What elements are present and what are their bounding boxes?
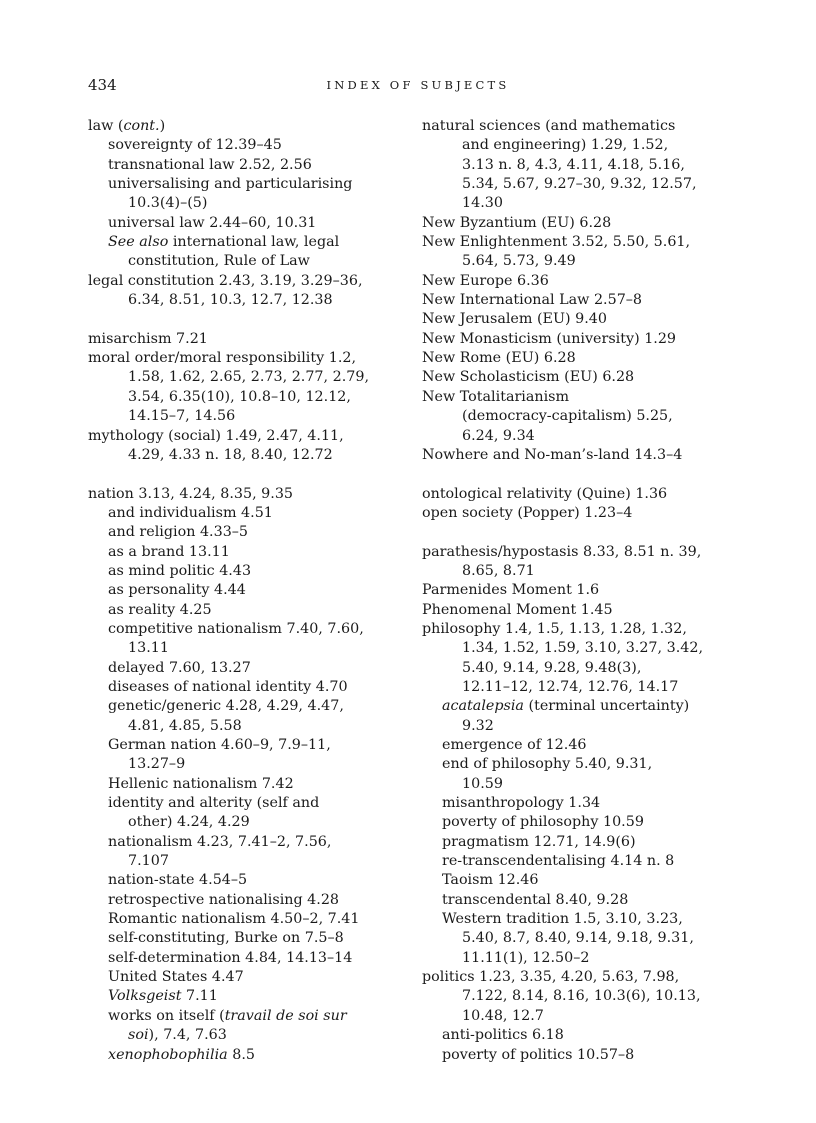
entry-text: New Enlightenment 3.52, 5.50, 5.61, — [422, 234, 691, 251]
index-subentry — [422, 252, 748, 271]
entry-text: end of philosophy 5.40, 9.31, — [442, 756, 653, 773]
entry-text: Hellenic nationalism 7.42 — [108, 775, 294, 792]
index-entry — [422, 504, 748, 523]
entry-text: genetic/generic 4.28, 4.29, 4.47, — [108, 698, 344, 715]
entry-gap — [88, 465, 406, 484]
entry-text: sovereignty of 12.39–45 — [108, 137, 282, 154]
entry-text: 4.81, 4.85, 5.58 — [128, 717, 242, 734]
index-subentry — [88, 852, 406, 871]
entry-text: constitution, Rule of Law — [128, 253, 310, 270]
entry-text: international law, legal — [168, 234, 340, 251]
index-subentry — [422, 175, 748, 194]
entry-text: nationalism 4.23, 7.41–2, 7.56, — [108, 833, 332, 850]
index-subentry — [88, 1046, 406, 1065]
entry-text: 12.11–12, 12.74, 12.76, 14.17 — [462, 678, 679, 695]
entry-text: retrospective nationalising 4.28 — [108, 891, 340, 908]
entry-text: 13.11 — [128, 640, 169, 657]
entry-text: diseases of national identity 4.70 — [108, 678, 348, 695]
entry-text: 4.29, 4.33 n. 18, 8.40, 12.72 — [128, 446, 333, 463]
entry-text: other) 4.24, 4.29 — [128, 814, 250, 831]
entry-text-italic: acatalepsia — [442, 698, 524, 715]
index-entry — [422, 233, 748, 252]
index-subentry — [422, 678, 748, 697]
index-subentry — [422, 794, 748, 813]
index-subentry — [88, 601, 406, 620]
entry-text: ) — [159, 118, 166, 134]
entry-text: and engineering) 1.29, 1.52, — [462, 137, 669, 154]
index-subentry — [88, 717, 406, 736]
index-subentry — [422, 562, 748, 581]
entry-text: 11.11(1), 12.50–2 — [462, 949, 590, 966]
entry-text: legal constitution 2.43, 3.19, 3.29–36, — [88, 272, 363, 289]
index-subentry — [422, 813, 748, 832]
entry-text: New Byzantium (EU) 6.28 — [422, 214, 612, 231]
entry-text: competitive nationalism 7.40, 7.60, — [108, 620, 364, 637]
index-subentry — [88, 1026, 406, 1045]
index-subentry — [88, 949, 406, 968]
index-subentry — [88, 543, 406, 562]
index-subentry — [422, 1026, 748, 1045]
index-subentry — [422, 659, 748, 678]
index-subentry — [422, 407, 748, 426]
entry-text: 10.59 — [462, 775, 503, 792]
index-entry — [422, 388, 748, 407]
index-entry — [422, 291, 748, 310]
entry-text: 10.48, 12.7 — [462, 1007, 544, 1024]
entry-text: 5.40, 8.7, 8.40, 9.14, 9.18, 9.31, — [462, 930, 694, 947]
index-subentry — [88, 233, 406, 252]
entry-text: as personality 4.44 — [108, 582, 246, 599]
index-entry — [422, 620, 748, 639]
entry-text: (terminal uncertainty) — [523, 698, 690, 715]
entry-text: Nowhere and No-man’s-land 14.3–4 — [422, 446, 683, 463]
index-subentry — [88, 697, 406, 716]
entry-text: moral order/moral responsibility 1.2, — [88, 350, 357, 367]
entry-text: 9.32 — [462, 717, 494, 734]
index-subentry — [88, 987, 406, 1006]
entry-text: anti-politics 6.18 — [442, 1027, 564, 1044]
index-entry — [422, 330, 748, 349]
entry-text: self-constituting, Burke on 7.5–8 — [108, 930, 344, 947]
entry-text: 14.30 — [462, 195, 503, 212]
entry-text: 8.5 — [227, 1046, 255, 1063]
index-subentry — [88, 156, 406, 175]
running-head: INDEX OF SUBJECTS — [326, 78, 510, 92]
entry-text: 5.64, 5.73, 9.49 — [462, 253, 576, 270]
entry-text-italic: xenophobophilia — [108, 1046, 228, 1063]
page-number: 434 — [88, 76, 117, 94]
index-entry — [422, 310, 748, 329]
index-subentry — [88, 910, 406, 929]
entry-text: ), 7.4, 7.63 — [148, 1027, 227, 1044]
index-subentry — [88, 968, 406, 987]
entry-text: New International Law 2.57–8 — [422, 292, 643, 309]
entry-text: Western tradition 1.5, 3.10, 3.23, — [442, 911, 683, 928]
index-subentry — [422, 910, 748, 929]
entry-text: New Totalitarianism — [422, 388, 570, 405]
entry-gap — [88, 310, 406, 329]
entry-text-italic: Volksgeist — [108, 988, 182, 1005]
index-subentry — [88, 252, 406, 271]
entry-text-italic: soi — [128, 1027, 149, 1044]
index-subentry — [422, 1046, 748, 1065]
index-subentry — [88, 562, 406, 581]
entry-text: New Rome (EU) 6.28 — [422, 350, 576, 367]
entry-text: Phenomenal Moment 1.45 — [422, 601, 613, 618]
index-subentry — [88, 175, 406, 194]
index-subentry — [88, 813, 406, 832]
entry-text: United States 4.47 — [108, 969, 244, 986]
entry-text: law ( — [88, 118, 124, 134]
index-subentry — [422, 891, 748, 910]
entry-text: pragmatism 12.71, 14.9(6) — [442, 833, 636, 850]
entry-text: and religion 4.33–5 — [108, 524, 249, 541]
index-subentry — [88, 446, 406, 465]
entry-gap — [422, 523, 748, 542]
index-subentry — [88, 639, 406, 658]
index-subentry — [88, 871, 406, 890]
index-entry — [88, 349, 406, 368]
entry-text: Romantic nationalism 4.50–2, 7.41 — [108, 911, 360, 928]
index-subentry — [88, 775, 406, 794]
index-subentry — [88, 523, 406, 542]
index-entry — [88, 427, 406, 446]
entry-text: natural sciences (and mathematics — [422, 118, 676, 134]
entry-text: works on itself ( — [108, 1007, 225, 1024]
entry-text: 3.13 n. 8, 4.3, 4.11, 4.18, 5.16, — [462, 156, 685, 173]
index-subentry — [88, 929, 406, 948]
entry-gap — [422, 465, 748, 484]
index-subentry — [422, 1007, 748, 1026]
entry-text: ontological relativity (Quine) 1.36 — [422, 485, 668, 502]
entry-text: 6.24, 9.34 — [462, 427, 535, 444]
index-subentry — [422, 871, 748, 890]
index-subentry — [88, 136, 406, 155]
entry-text: 5.40, 9.14, 9.28, 9.48(3), — [462, 659, 642, 676]
index-entry — [422, 543, 748, 562]
entry-text: poverty of politics 10.57–8 — [442, 1046, 635, 1063]
index-entry — [422, 349, 748, 368]
index-entry — [422, 485, 748, 504]
index-subentry — [88, 1007, 406, 1026]
index-entry — [422, 272, 748, 291]
entry-text: parathesis/hypostasis 8.33, 8.51 n. 39, — [422, 543, 702, 560]
entry-text: misanthropology 1.34 — [442, 795, 601, 812]
entry-text: 8.65, 8.71 — [462, 562, 535, 579]
index-subentry — [422, 427, 748, 446]
index-subentry — [88, 388, 406, 407]
entry-text: open society (Popper) 1.23–4 — [422, 504, 633, 521]
entry-text: poverty of philosophy 10.59 — [442, 814, 644, 831]
index-subentry — [422, 775, 748, 794]
index-subentry — [88, 736, 406, 755]
entry-text: 10.3(4)–(5) — [128, 195, 208, 212]
entry-text: 13.27–9 — [128, 756, 186, 773]
entry-text: New Monasticism (university) 1.29 — [422, 330, 677, 347]
entry-text: New Jerusalem (EU) 9.40 — [422, 311, 608, 328]
index-entry — [88, 330, 406, 349]
entry-text: New Scholasticism (EU) 6.28 — [422, 369, 635, 386]
page-header — [88, 76, 748, 98]
index-subentry — [422, 136, 748, 155]
index-subentry — [422, 736, 748, 755]
entry-text: nation-state 4.54–5 — [108, 872, 248, 889]
entry-text: misarchism 7.21 — [88, 330, 208, 347]
entry-text: re-transcendentalising 4.14 n. 8 — [442, 853, 675, 870]
entry-text: Taoism 12.46 — [442, 872, 539, 889]
index-subentry — [422, 833, 748, 852]
index-column-left — [88, 117, 406, 1065]
index-subentry — [88, 891, 406, 910]
entry-text: as a brand 13.11 — [108, 543, 230, 560]
index-entry — [422, 214, 748, 233]
entry-text: and individualism 4.51 — [108, 504, 273, 521]
index-subentry — [422, 755, 748, 774]
index-subentry — [88, 678, 406, 697]
entry-text: self-determination 4.84, 14.13–14 — [108, 949, 353, 966]
entry-text: transnational law 2.52, 2.56 — [108, 156, 312, 173]
index-subentry — [88, 620, 406, 639]
entry-text: transcendental 8.40, 9.28 — [442, 891, 629, 908]
entry-text: 7.11 — [181, 988, 218, 1005]
entry-text: 3.54, 6.35(10), 10.8–10, 12.12, — [128, 388, 351, 405]
index-entry — [422, 601, 748, 620]
entry-text: politics 1.23, 3.35, 4.20, 5.63, 7.98, — [422, 969, 680, 986]
index-subentry — [422, 852, 748, 871]
index-subentry — [88, 291, 406, 310]
entry-text: universalising and particularising — [108, 176, 353, 193]
entry-text: delayed 7.60, 13.27 — [108, 659, 251, 676]
index-entry — [422, 117, 748, 136]
index-entry — [422, 581, 748, 600]
index-subentry — [422, 949, 748, 968]
index-subentry — [88, 504, 406, 523]
entry-text: as reality 4.25 — [108, 601, 212, 618]
index-entry — [422, 968, 748, 987]
index-entry — [88, 485, 406, 504]
index-subentry — [422, 194, 748, 213]
index-subentry — [88, 755, 406, 774]
entry-text: philosophy 1.4, 1.5, 1.13, 1.28, 1.32, — [422, 620, 687, 637]
index-entry — [422, 368, 748, 387]
entry-text: 14.15–7, 14.56 — [128, 408, 236, 425]
index-subentry — [422, 929, 748, 948]
entry-text: mythology (social) 1.49, 2.47, 4.11, — [88, 427, 344, 444]
index-subentry — [422, 697, 748, 716]
entry-text: 7.107 — [128, 853, 169, 870]
entry-text: German nation 4.60–9, 7.9–11, — [108, 737, 331, 753]
index-subentry — [422, 717, 748, 736]
entry-text: 1.34, 1.52, 1.59, 3.10, 3.27, 3.42, — [462, 640, 703, 657]
entry-text-italic: cont. — [123, 118, 160, 134]
entry-text-italic: See also — [108, 234, 169, 251]
index-entry — [422, 446, 748, 465]
entry-text: as mind politic 4.43 — [108, 562, 252, 579]
entry-text: 5.34, 5.67, 9.27–30, 9.32, 12.57, — [462, 176, 697, 193]
index-subentry — [88, 833, 406, 852]
entry-text-italic: travail de soi sur — [224, 1007, 347, 1024]
entry-text: 1.58, 1.62, 2.65, 2.73, 2.77, 2.79, — [128, 369, 369, 386]
entry-text: New Europe 6.36 — [422, 272, 549, 289]
index-entry — [88, 117, 406, 136]
entry-text: universal law 2.44–60, 10.31 — [108, 214, 317, 231]
entry-text: identity and alterity (self and — [108, 795, 320, 812]
index-subentry — [88, 194, 406, 213]
entry-text: 7.122, 8.14, 8.16, 10.3(6), 10.13, — [462, 988, 701, 1005]
index-subentry — [88, 368, 406, 387]
entry-text: (democracy-capitalism) 5.25, — [462, 408, 673, 425]
index-subentry — [88, 659, 406, 678]
entry-text: emergence of 12.46 — [442, 737, 587, 753]
index-column-right — [422, 117, 748, 1065]
index-subentry — [422, 987, 748, 1006]
entry-text: Parmenides Moment 1.6 — [422, 582, 600, 599]
index-subentry — [88, 794, 406, 813]
index-subentry — [88, 214, 406, 233]
index-entry — [88, 272, 406, 291]
index-subentry — [88, 407, 406, 426]
index-subentry — [422, 639, 748, 658]
index-subentry — [422, 156, 748, 175]
entry-text: 6.34, 8.51, 10.3, 12.7, 12.38 — [128, 292, 333, 309]
entry-text: nation 3.13, 4.24, 8.35, 9.35 — [88, 485, 294, 502]
index-subentry — [88, 581, 406, 600]
